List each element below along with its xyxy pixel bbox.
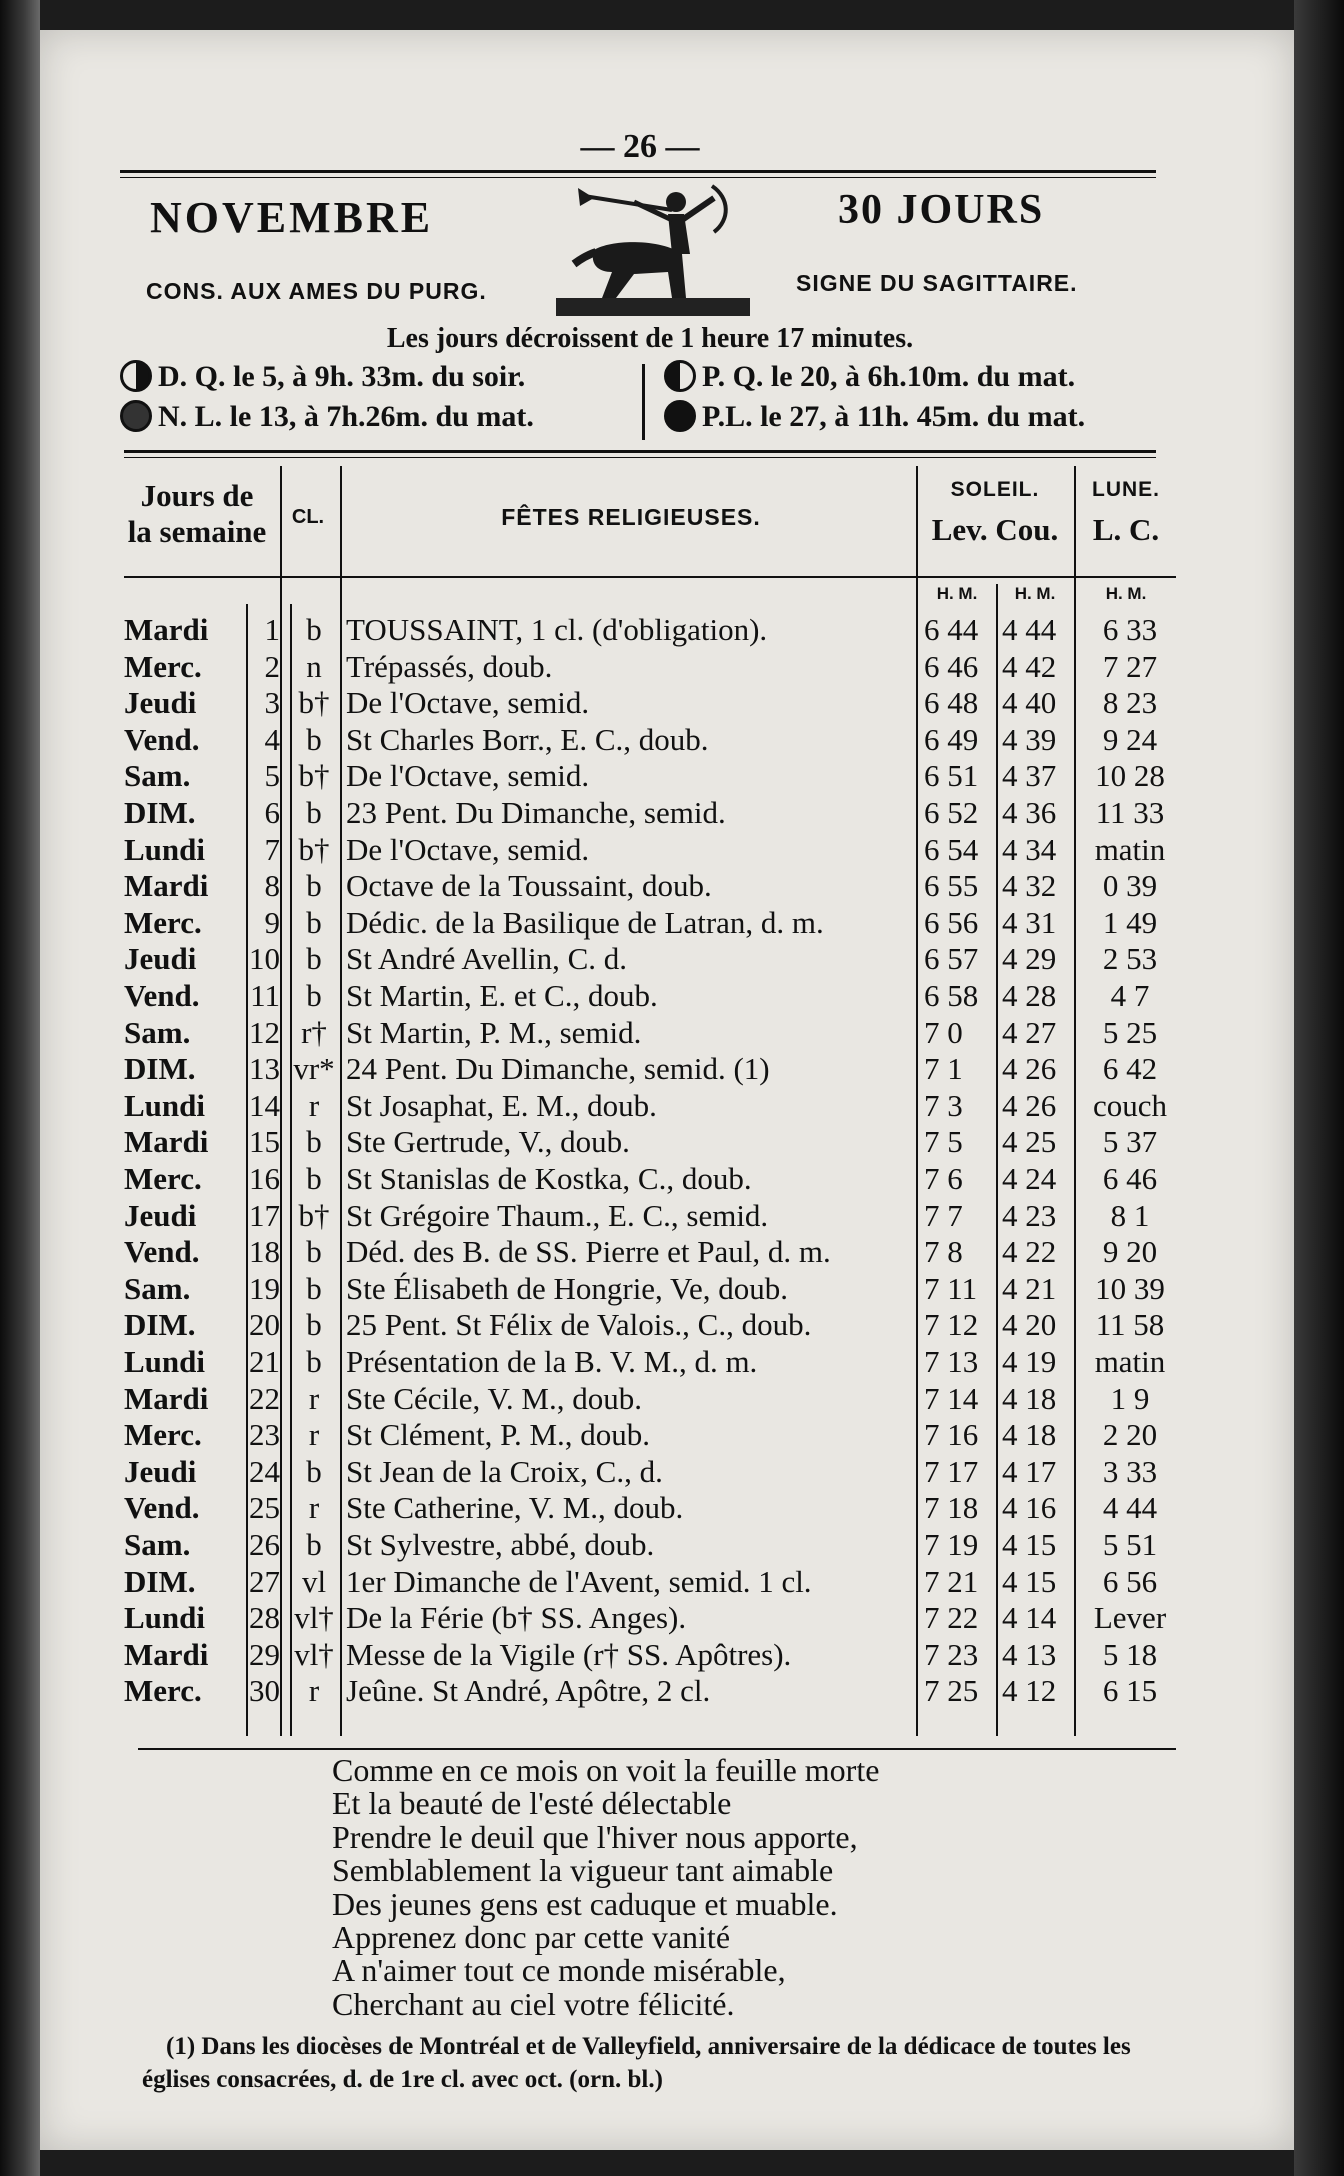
poem-line: Des jeunes gens est caduque et muable. [332,1885,838,1922]
day-name: Sam. [124,758,191,794]
moon-time: 1 49 [1102,904,1158,940]
liturgical-class: b [306,1307,322,1343]
sunset-time: 4 18 [1002,1380,1057,1416]
sunrise-time: 6 49 [924,721,979,757]
day-number: 24 [249,1453,280,1489]
page-number: — 26 — [580,128,700,165]
sunset-time: 4 16 [1002,1490,1057,1526]
header-days: Jours de la semaine [127,478,267,549]
header-lune: LUNE. [1092,478,1160,501]
sunset-time: 4 14 [1002,1600,1057,1636]
header-cl: CL. [291,506,325,528]
day-number: 7 [264,831,280,867]
phase-divider [642,364,645,440]
moon-time: couch [1092,1087,1168,1123]
moon-time: Lever [1093,1600,1167,1636]
day-number: 14 [249,1087,280,1123]
feast-name: St Sylvestre, abbé, doub. [346,1527,655,1562]
sagittarius-icon [554,180,754,328]
feast-name: 23 Pent. Du Dimanche, semid. [346,795,726,830]
day-number: 11 [250,978,280,1013]
moon-time: 11 58 [1095,1307,1165,1343]
sunrise-time: 6 55 [924,868,979,904]
moon-phase-nl: N. L. le 13, à 7h.26m. du mat. [120,400,534,434]
moon-phase-pl: P.L. le 27, à 11h. 45m. du mat. [664,400,1085,434]
day-name: Lundi [124,831,206,867]
day-number: 23 [249,1417,280,1453]
day-number: 2 [264,648,280,684]
moon-time: 5 18 [1102,1636,1158,1672]
sunset-time: 4 25 [1002,1124,1057,1160]
day-number: 30 [249,1673,280,1709]
moon-time: 8 23 [1102,685,1158,721]
day-number: 19 [249,1270,280,1306]
day-number: 4 [264,721,280,757]
feast-name: TOUSSAINT, 1 cl. (d'obligation). [346,612,768,647]
feast-name: Ste Gertrude, V., doub. [346,1124,630,1160]
day-name: DIM. [124,1307,196,1343]
sunrise-time: 6 52 [924,795,979,830]
sunrise-time: 7 7 [924,1197,963,1233]
moon-time: 9 20 [1102,1234,1158,1270]
feast-name: St Jean de la Croix, C., d. [346,1453,663,1489]
footnote: (1) Dans les diocèses de Montréal et de Valleyfield, anniversaire de la dédicace de toutes les églises consacrées, d. de 1re cl. avec oct. (orn. bl.) [142,2033,1131,2093]
feast-name: Ste Catherine, V. M., doub. [346,1490,684,1526]
liturgical-class: n [306,648,322,684]
day-name: Mardi [124,868,209,904]
liturgical-class: b [306,941,322,977]
day-number: 28 [249,1600,280,1636]
dq-moon-icon [120,360,152,392]
feast-name: Dédic. de la Basilique de Latran, d. m. [346,904,824,940]
feast-name: 1er Dimanche de l'Avent, semid. 1 cl. [346,1563,812,1599]
liturgical-class: r [308,1490,320,1526]
sunrise-time: 7 21 [924,1563,979,1599]
consecration-label: CONS. AUX AMES DU PURG. [146,278,487,304]
day-name: Mardi [124,612,209,647]
day-name: Vend. [124,1234,200,1270]
pq-moon-icon [664,360,696,392]
day-name: Merc. [124,648,202,684]
hm-label-lune: H. M. [1105,584,1147,603]
day-number: 18 [249,1234,280,1270]
day-name: Sam. [124,1014,191,1050]
sunrise-time: 6 44 [924,612,979,647]
moon-time: 6 46 [1102,1161,1158,1196]
liturgical-class: b [306,1344,322,1379]
liturgical-class: b [306,904,322,940]
sunset-time: 4 18 [1002,1417,1057,1453]
sunset-time: 4 15 [1002,1527,1057,1562]
top-rule [120,170,1156,173]
sunrise-time: 7 19 [924,1527,979,1562]
moon-time: 0 39 [1102,868,1158,904]
feast-name: St Stanislas de Kostka, C., doub. [346,1161,752,1196]
sunrise-time: 6 57 [924,941,979,977]
liturgical-class: b [306,868,322,904]
sunset-time: 4 20 [1002,1307,1057,1343]
day-name: Lundi [124,1344,206,1379]
liturgical-class: b [306,1527,322,1562]
moon-time: 5 37 [1102,1124,1158,1160]
liturgical-class: b† [298,685,330,721]
feast-name: Messe de la Vigile (r† SS. Apôtres). [346,1636,792,1672]
top-rule-thin [120,177,1156,178]
sunrise-time: 7 16 [924,1417,979,1453]
day-number: 5 [264,758,280,794]
liturgical-class: b [306,1453,322,1489]
feast-name: 25 Pent. St Félix de Valois., C., doub. [346,1307,812,1343]
moon-time: 10 39 [1095,1270,1165,1306]
feast-name: Octave de la Toussaint, doub. [346,868,712,904]
day-name: Merc. [124,904,202,940]
moon-time: 4 44 [1102,1490,1158,1526]
day-name: Vend. [124,978,200,1013]
moon-time: 7 27 [1102,648,1158,684]
moon-time: 10 28 [1095,758,1165,794]
sunrise-time: 7 25 [924,1673,979,1709]
feast-name: De l'Octave, semid. [346,685,590,721]
sunset-time: 4 22 [1002,1234,1057,1270]
day-name: Mardi [124,1380,209,1416]
day-number: 9 [264,904,280,940]
sunset-time: 4 36 [1002,795,1057,830]
sunset-time: 4 21 [1002,1270,1057,1306]
day-name: Vend. [124,1490,200,1526]
liturgical-class: b† [298,1197,330,1233]
day-number: 1 [264,612,280,647]
hm-label-cou: H. M. [1014,584,1056,603]
moon-time: 5 51 [1102,1527,1158,1562]
sunrise-time: 6 48 [924,685,979,721]
moon-time: 11 33 [1095,795,1165,830]
feast-name: St André Avellin, C. d. [346,941,628,977]
liturgical-class: b [306,1234,322,1270]
col-rule-3 [340,466,342,1736]
feast-name: St Grégoire Thaum., E. C., semid. [346,1197,769,1233]
moon-time: 6 56 [1102,1563,1158,1599]
day-number: 6 [264,795,280,830]
sunset-time: 4 26 [1002,1051,1057,1087]
liturgical-class: b [306,1270,322,1306]
sunrise-time: 7 1 [924,1051,963,1087]
poem-line: Et la beauté de l'esté délectable [332,1785,732,1822]
day-number: 15 [249,1124,280,1160]
day-name: Lundi [124,1087,206,1123]
day-name: DIM. [124,1563,196,1599]
liturgical-class: r [308,1673,320,1709]
days-decrease-note: Les jours décroissent de 1 heure 17 minutes. [386,323,914,354]
day-name: DIM. [124,795,196,830]
sunrise-time: 7 0 [924,1014,963,1050]
sunrise-time: 7 3 [924,1087,963,1123]
moon-time: 5 25 [1102,1014,1158,1050]
moon-phase-pq: P. Q. le 20, à 6h.10m. du mat. [664,360,1075,394]
day-name: Merc. [124,1161,202,1196]
poem [332,1754,879,2021]
sunrise-time: 6 56 [924,904,979,940]
feast-name: St Martin, P. M., semid. [346,1014,642,1050]
sunset-time: 4 24 [1002,1161,1057,1196]
sunset-time: 4 34 [1002,831,1057,867]
day-number: 26 [249,1527,280,1562]
day-number: 16 [249,1161,280,1196]
sunrise-time: 7 11 [924,1270,978,1306]
zodiac-sign-label: SIGNE DU SAGITTAIRE. [796,270,1078,296]
feast-name: De l'Octave, semid. [346,831,590,867]
hm-label-lev: H. M. [936,584,978,603]
pl-moon-icon [664,400,696,432]
liturgical-class: vl [301,1563,327,1599]
col-rule-6 [1074,466,1076,1736]
moon-time: 1 9 [1110,1380,1150,1416]
sunset-time: 4 40 [1002,685,1057,721]
day-number: 27 [249,1563,280,1599]
liturgical-class: b [306,1124,322,1160]
liturgical-class: b [306,795,322,830]
feast-name: St Clément, P. M., doub. [346,1417,651,1453]
day-number: 10 [249,941,280,977]
poem-line: A n'aimer tout ce monde misérable, [332,1952,786,1989]
day-name: Jeudi [124,941,197,977]
day-number: 25 [249,1490,280,1526]
moon-time: 6 15 [1102,1673,1158,1709]
poem-line: Prendre le deuil que l'hiver nous apporte, [332,1818,858,1855]
sunset-time: 4 32 [1002,868,1057,904]
liturgical-class: r [308,1417,320,1453]
day-name: Jeudi [124,1197,197,1233]
moon-time: 2 20 [1102,1417,1158,1453]
days-count: 30 JOURS [838,187,1045,233]
col-rule-5 [996,584,998,1736]
day-name: DIM. [124,1051,196,1087]
sunrise-time: 7 6 [924,1161,963,1196]
sunset-time: 4 12 [1002,1673,1057,1709]
table-bottom-rule [138,1748,1176,1750]
day-name: Mardi [124,1636,209,1672]
day-name: Jeudi [124,685,197,721]
table-top-rule [124,450,1156,453]
liturgical-class: vl† [294,1636,334,1672]
sunset-time: 4 44 [1002,612,1057,647]
table-top-rule-thin [124,457,1156,458]
day-name: Sam. [124,1270,191,1306]
sunset-time: 4 17 [1002,1453,1057,1489]
feast-name: De la Férie (b† SS. Anges). [346,1600,687,1636]
moon-time: 4 7 [1110,978,1150,1013]
liturgical-class: vr* [293,1051,335,1087]
sunrise-time: 7 22 [924,1600,979,1636]
day-name: Jeudi [124,1453,197,1489]
header-lev-cou: Lev. Cou. [931,512,1059,547]
sunset-time: 4 28 [1002,978,1057,1013]
col-rule-1 [280,466,282,1736]
day-name: Merc. [124,1417,202,1453]
sunrise-time: 7 13 [924,1344,979,1379]
day-number: 17 [249,1197,280,1233]
sunrise-time: 7 18 [924,1490,979,1526]
feast-name: Ste Cécile, V. M., doub. [346,1380,642,1416]
sunset-time: 4 37 [1002,758,1057,794]
day-number: 12 [249,1014,280,1050]
liturgical-class: r† [301,1014,327,1050]
sunset-time: 4 23 [1002,1197,1057,1233]
moon-time: 6 33 [1102,612,1158,647]
col-rule-4 [916,466,918,1736]
sunrise-time: 7 12 [924,1307,979,1343]
sunset-time: 4 26 [1002,1087,1057,1123]
feast-name: St Charles Borr., E. C., doub. [346,721,709,757]
day-number: 29 [249,1636,280,1672]
moon-time: 6 42 [1102,1051,1158,1087]
sunset-time: 4 13 [1002,1636,1057,1672]
moon-time: 9 24 [1102,721,1158,757]
sunrise-time: 6 54 [924,831,979,867]
sunrise-time: 7 14 [924,1380,979,1416]
feast-name: Ste Élisabeth de Hongrie, Ve, doub. [346,1270,788,1306]
day-number: 13 [249,1051,280,1087]
liturgical-class: b [306,612,322,647]
day-number: 20 [249,1307,280,1343]
sunset-time: 4 31 [1002,904,1057,940]
liturgical-class: r [308,1380,320,1416]
sunset-time: 4 29 [1002,941,1057,977]
day-name: Mardi [124,1124,209,1160]
moon-phase-dq: D. Q. le 5, à 9h. 33m. du soir. [120,360,525,394]
sunset-time: 4 15 [1002,1563,1057,1599]
day-name: Merc. [124,1673,202,1709]
month-title: NOVEMBRE [150,193,434,242]
header-lune-lc: L. C. [1092,512,1160,547]
sunset-time: 4 19 [1002,1344,1057,1379]
sunrise-time: 7 8 [924,1234,963,1270]
liturgical-class: b [306,978,322,1013]
feast-name: De l'Octave, semid. [346,758,590,794]
liturgical-class: b [306,721,322,757]
liturgical-class: b† [298,831,330,867]
poem-line: Semblablement la vigueur tant aimable [332,1852,834,1889]
nl-moon-icon [120,400,152,432]
poem-line: Comme en ce mois on voit la feuille morte [332,1752,880,1788]
day-number: 8 [264,868,280,904]
day-name: Lundi [124,1600,206,1636]
sunrise-time: 7 5 [924,1124,963,1160]
day-number: 21 [249,1344,280,1379]
poem-line: Apprenez donc par cette vanité [332,1919,731,1956]
sunrise-time: 7 17 [924,1453,979,1489]
feast-name: Jeûne. St André, Apôtre, 2 cl. [346,1673,711,1709]
sunrise-time: 6 58 [924,978,979,1013]
sunset-time: 4 39 [1002,721,1057,757]
header-fetes: FÊTES RELIGIEUSES. [501,504,761,530]
day-name: Vend. [124,721,200,757]
feast-name: Trépassés, doub. [346,648,553,684]
poem-line: Cherchant au ciel votre félicité. [332,1985,735,2022]
feast-name: St Josaphat, E. M., doub. [346,1087,657,1123]
feast-name: St Martin, E. et C., doub. [346,978,658,1013]
page-edge [1294,0,1344,2176]
moon-time: matin [1094,831,1166,867]
sunset-time: 4 27 [1002,1014,1057,1050]
sunrise-time: 7 23 [924,1636,979,1672]
liturgical-class: vl† [294,1600,334,1636]
day-number: 3 [264,685,280,721]
header-soleil: SOLEIL. [950,478,1040,501]
liturgical-class: b† [298,758,330,794]
liturgical-class: b [306,1161,322,1196]
feast-name: 24 Pent. Du Dimanche, semid. (1) [346,1051,770,1087]
sunrise-time: 6 46 [924,648,979,684]
sunset-time: 4 42 [1002,648,1057,684]
moon-time: matin [1094,1344,1166,1379]
sunrise-time: 6 51 [924,758,979,794]
moon-time: 8 1 [1110,1197,1150,1233]
feast-name: Présentation de la B. V. M., d. m. [346,1344,758,1379]
feast-name: Déd. des B. de SS. Pierre et Paul, d. m. [346,1234,831,1270]
moon-time: 2 53 [1102,941,1158,977]
book-spine [0,0,40,2176]
day-name: Sam. [124,1527,191,1562]
day-number: 22 [249,1380,280,1416]
liturgical-class: r [308,1087,320,1123]
moon-time: 3 33 [1102,1453,1158,1489]
